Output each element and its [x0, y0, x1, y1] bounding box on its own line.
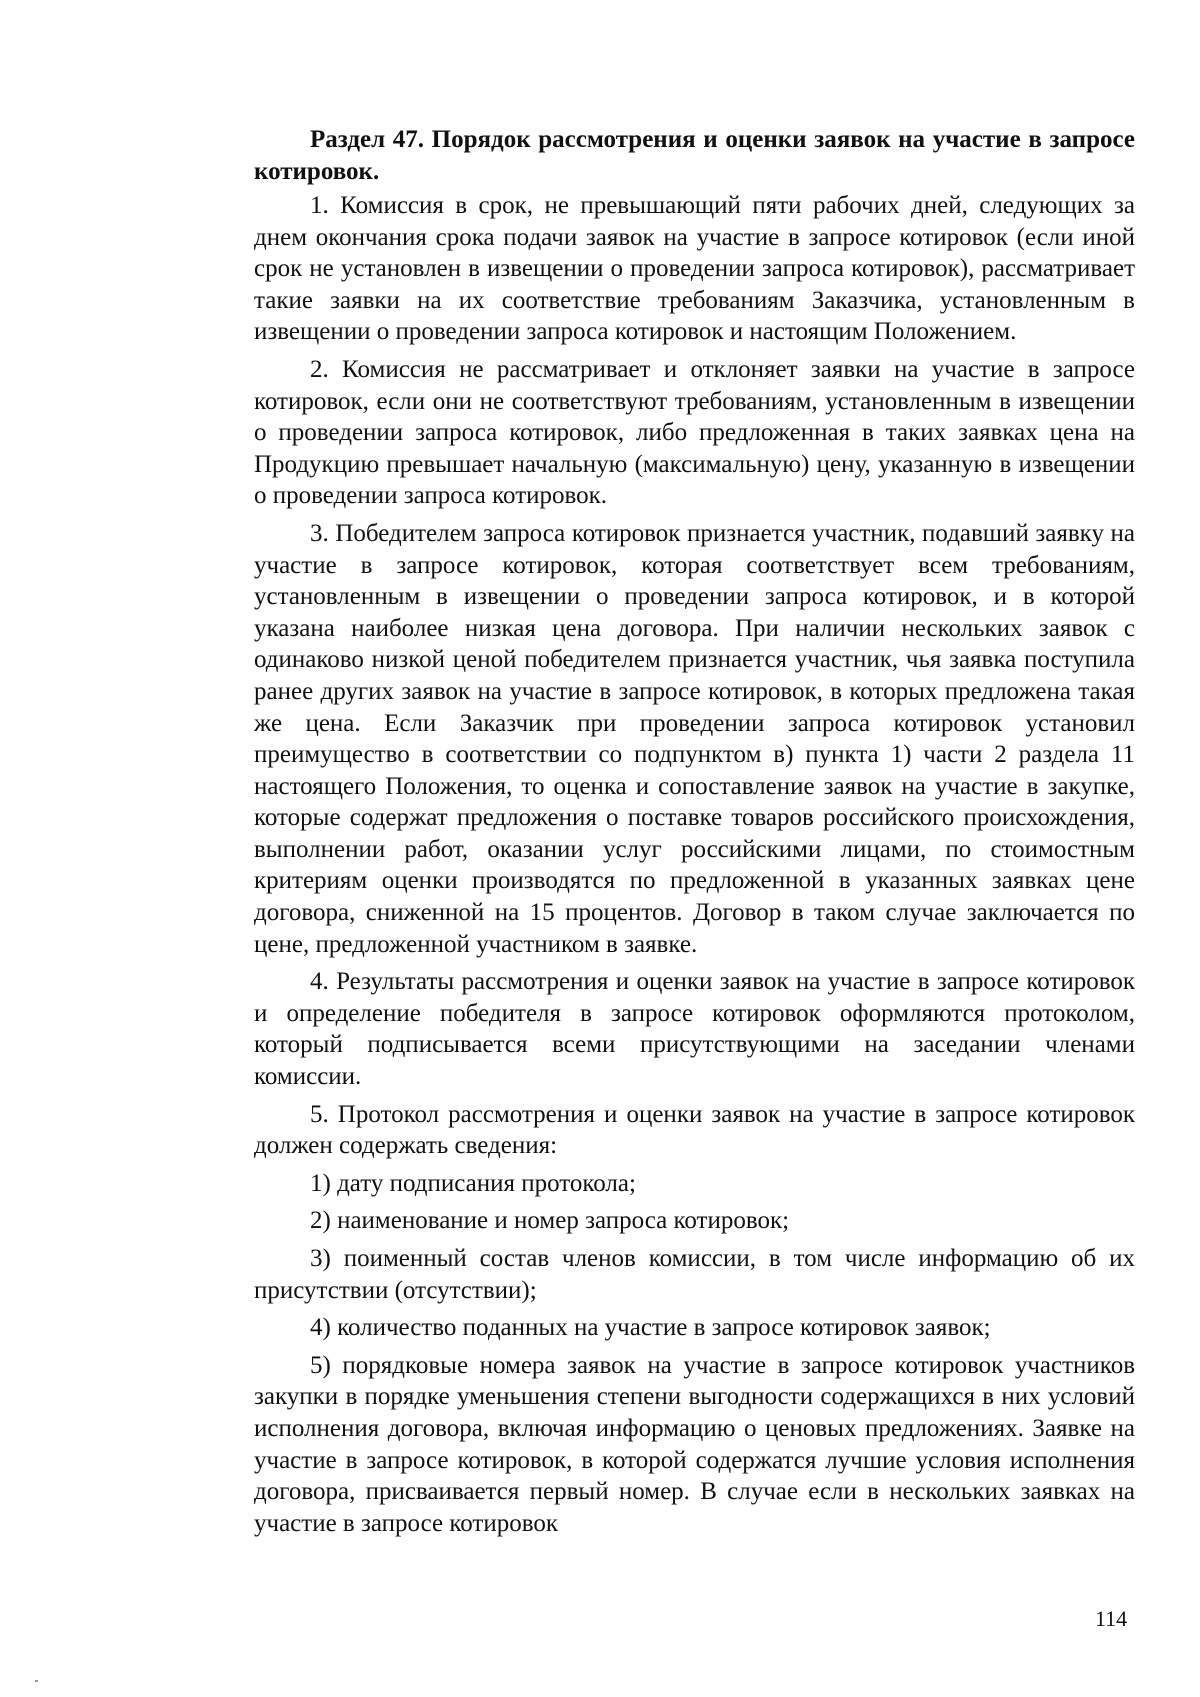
list-item-1: 1) дату подписания протокола; — [310, 1169, 636, 1197]
paragraph-1: 1. Комиссия в срок, не превышающий пяти рабочих дней, следующих за днем окончания срока подачи заявок на участие в запросе котировок (если иной срок не установлен в извещении о проведении запроса котировок), рассматривает такие заявки на их соответствие требованиям Заказчика, установленным в извещении о проведении запроса котировок и настоящим Положением. — [254, 192, 1135, 346]
list-item-2: 2) наименование и номер запроса котировок; — [310, 1207, 790, 1235]
document-page — [254, 124, 1135, 1545]
section-heading: Раздел 47. Порядок рассмотрения и оценки заявок на участие в запросе котировок. — [254, 126, 1135, 185]
paragraph-4: 4. Результаты рассмотрения и оценки заявок на участие в запросе котировок и определение победителя в запросе котировок оформляются протоколом, который подписывается всеми присутствующими на заседании членами комиссии. — [254, 968, 1135, 1091]
paragraph-5: 5. Протокол рассмотрения и оценки заявок на участие в запросе котировок должен содержать сведения: — [254, 1100, 1135, 1160]
page-number: 114 — [1095, 1606, 1128, 1631]
list-item-4: 4) количество поданных на участие в запросе котировок заявок; — [310, 1314, 991, 1342]
paragraph-2: 2. Комиссия не рассматривает и отклоняет заявки на участие в запросе котировок, если они не соответствуют требованиям, установленным в извещении о проведении запроса котировок, либо предложенная в таких заявках цена на Продукцию превышает начальную (максимальную) цену, указанную в извещении о проведении запроса котировок. — [254, 355, 1135, 510]
list-item-5: 5) порядковые номера заявок на участие в запросе котировок участников закупки в порядке уменьшения степени выгодности содержащихся в них условий исполнения договора, включая информацию о ценовых предложениях. Заявке на участие в запросе котировок, в которой содержатся лучшие условия исполнения договора, присваивается первый номер. В случае если в нескольких заявках на участие в запросе котировок — [254, 1351, 1135, 1537]
scan-speck — [35, 1680, 38, 1682]
list-item-3: 3) поименный состав членов комиссии, в том числе информацию об их присутствии (отсутствии); — [254, 1245, 1135, 1304]
paragraph-3: 3. Победителем запроса котировок признается участник, подавший заявку на участие в запросе котировок, которая соответствует всем требованиям, установленным в извещении о проведении запроса котировок, и в которой указана наиболее низкая цена договора. При наличии нескольких заявок с одинаково низкой ценой победителем признается участник, чья заявка поступила ранее других заявок на участие в запросе котировок, в которых предложена такая же цена. Если Заказчик при проведении запроса котировок установил преимущество в соответствии со подпунктом в) пункта 1) части 2 раздела 11 настоящего Положения, то оценка и сопоставление заявок на участие в закупке, которые содержат предложения о поставке товаров российского происхождения, выполнении работ, оказании услуг российскими лицами, по стоимостным критериям оценки производятся по предложенной в указанных заявках цене договора, сниженной на 15 процентов. Договор в таком случае заключается по цене, предложенной участником в заявке. — [254, 519, 1135, 958]
